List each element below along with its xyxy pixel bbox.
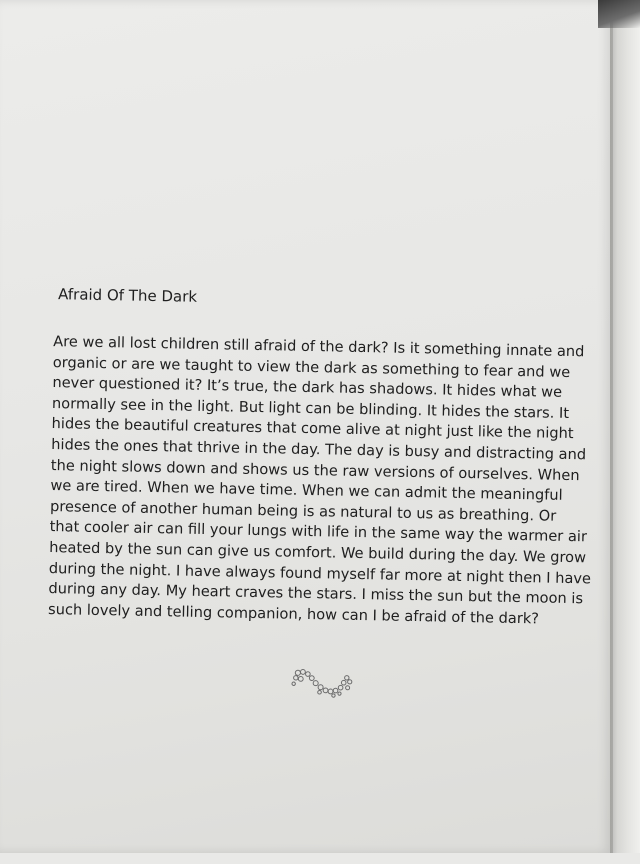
poem-line: organic or are we taught to view the dark as something to fear and we xyxy=(52,353,571,381)
wave-flourish-icon xyxy=(289,665,356,700)
poem-line: we are tired. When we have time. When we can admit the meaningful xyxy=(50,477,563,505)
poem-line: presence of another human being is as natural to us as breathing. Or xyxy=(49,497,557,525)
poem-body xyxy=(48,332,613,631)
poem-line: hides the beautiful creatures that come alive at night just like the night xyxy=(51,415,574,443)
poem-line: during any day. My heart craves the stars. I miss the sun but the moon is xyxy=(48,580,584,608)
poem-line: never questioned it? It’s true, the dark has shadows. It hides what we xyxy=(52,374,563,402)
poem-line: the night slows down and shows us the raw versions of ourselves. When xyxy=(50,456,580,484)
poem-line: that cooler air can fill your lungs with life in the same way the warmer air xyxy=(49,518,588,546)
poem-line: normally see in the light. But light can be blinding. It hides the stars. It xyxy=(51,394,570,422)
poem-line: heated by the sun can give us comfort. We build during the day. We grow xyxy=(49,538,587,567)
poem-line: hides the ones that thrive in the day. The day is busy and distracting and xyxy=(51,436,587,464)
poem-line: such lovely and telling companion, how can I be afraid of the dark? xyxy=(47,600,540,628)
poem-title: Afraid Of The Dark xyxy=(57,285,198,306)
poem-line: Are we all lost children still afraid of the dark? Is it something innate and xyxy=(53,333,585,361)
poem-line: during the night. I have always found myself far more at night then I have xyxy=(48,559,592,587)
